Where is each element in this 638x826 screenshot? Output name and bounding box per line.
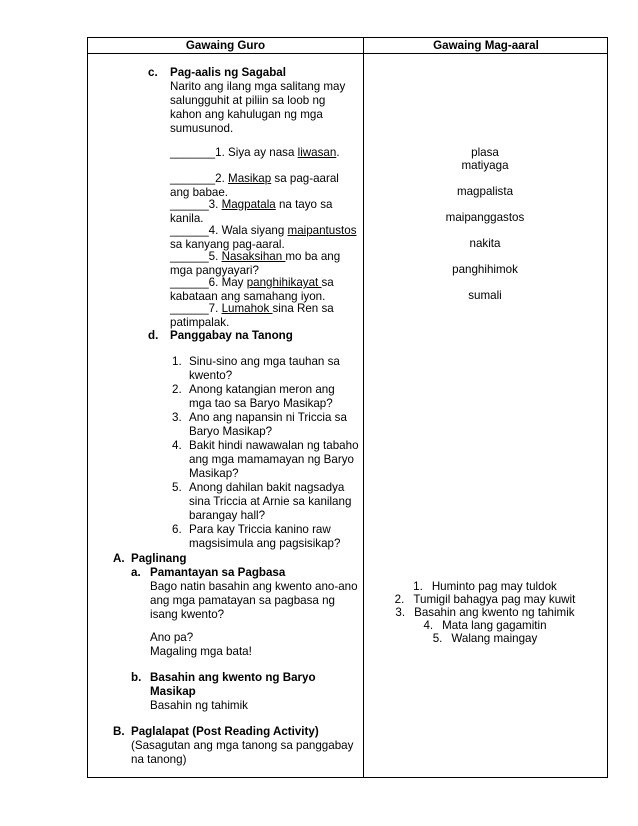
pamantayan-text: Bago natin basahin ang kwento ano-ano (150, 580, 358, 593)
vocab-answer: panghihimok (452, 263, 518, 276)
section-A-a-marker: a. (131, 566, 141, 579)
vocab-item-number: ______7. (170, 302, 222, 315)
vocab-item-number: _______2. (170, 172, 229, 185)
section-c-intro-line: sumusunod. (170, 122, 234, 135)
section-A-a-title: Pamantayan sa Pagbasa (150, 566, 286, 579)
vocab-underlined-word: panghihikayat (246, 276, 322, 289)
section-c-intro-line: kahon ang kahulugan ng mga (170, 108, 323, 121)
question-text: barangay hall? (189, 509, 266, 522)
section-c-intro-line: Narito ang ilang mga salitang may (170, 80, 346, 93)
section-c-intro-line: salungguhit at piliin sa loob ng (170, 94, 326, 107)
vocab-item-rest: . (336, 146, 340, 159)
vocab-item (170, 250, 340, 264)
question-number: 3. (172, 411, 182, 424)
section-A-b-title-2: Masikap (150, 685, 196, 698)
question-number: 4. (172, 439, 182, 452)
reading-rule (362, 580, 608, 594)
vocab-item (170, 302, 334, 316)
vocab-answer: nakita (469, 237, 501, 250)
vocab-underlined-word: Magpatala (221, 198, 276, 211)
vocab-answer: magpalista (456, 185, 514, 198)
vocab-item-continuation: mga pangyayari? (170, 264, 259, 277)
vocab-item-continuation: ang babae. (170, 186, 229, 199)
question-text: Anong dahilan bakit nagsadya (189, 481, 345, 494)
vocab-underlined-word: Masikap (228, 172, 272, 185)
reading-rule-text: Tumigil bahagya pag may kuwit (413, 593, 576, 606)
reading-rule (362, 606, 608, 620)
vocab-item-number: ______5. (170, 250, 222, 263)
question-number: 5. (172, 481, 182, 494)
vocab-underlined-word: maipantustos (287, 224, 357, 237)
section-d-marker: d. (148, 329, 159, 342)
reading-rule (362, 619, 608, 633)
reading-rule-number: 5. (432, 632, 443, 645)
vocab-item (170, 198, 332, 212)
pamantayan-followup: Magaling mga bata! (150, 645, 252, 658)
section-B-marker: B. (113, 725, 125, 738)
vocab-answer: maipanggastos (445, 211, 525, 224)
reading-rule-text: Huminto pag may tuldok (431, 580, 557, 593)
vocab-item-rest: na tayo sa (275, 198, 333, 211)
header-teacher: Gawaing Guro (185, 39, 266, 52)
vocab-answer: plasa (471, 146, 499, 159)
vocab-item (170, 146, 340, 160)
pamantayan-followup: Ano pa? (150, 631, 194, 644)
vocab-item-rest: mo ba ang (285, 250, 341, 263)
reading-rule-number: 3. (395, 606, 406, 619)
section-d-title: Panggabay na Tanong (170, 329, 293, 342)
question-text: Bakit hindi nawawalan ng tabaho (189, 439, 359, 452)
vocab-item-continuation: kanila. (170, 212, 204, 225)
vocab-item-rest: sa pag-aaral (271, 172, 339, 185)
question-text: Masikap? (189, 467, 239, 480)
reading-rule (362, 632, 608, 646)
question-text: Baryo Masikap? (189, 425, 273, 438)
reading-rule-number: 1. (413, 580, 423, 593)
reading-rule-text: Basahin ang kwento ng tahimik (414, 606, 575, 619)
question-text: ang mga mamamayan ng Baryo (189, 453, 354, 466)
question-text: Sinu-sino ang mga tauhan sa (189, 355, 340, 368)
vocab-item-number: ______3. (170, 198, 222, 211)
question-text: magsisimula ang pagsisikap? (189, 537, 341, 550)
question-number: 1. (172, 355, 182, 368)
vocab-underlined-word: liwasan (297, 146, 337, 159)
vocab-answer: matiyaga (461, 159, 509, 172)
vocab-item-continuation: kabataan ang samahang iyon. (170, 290, 326, 303)
question-text: Anong katangian meron ang (189, 383, 335, 396)
vocab-underlined-word: Nasaksihan (221, 250, 286, 263)
vocab-item (170, 224, 357, 238)
pamantayan-text: isang kwento? (150, 608, 225, 621)
vocab-item (170, 276, 334, 290)
vocab-answer: sumali (468, 289, 502, 302)
vocab-item-continuation: sa kanyang pag-aaral. (170, 238, 285, 251)
vocab-item (170, 172, 339, 186)
section-c-title: Pag-aalis ng Sagabal (170, 66, 286, 79)
question-text: Para kay Triccia kanino raw (189, 523, 331, 536)
question-text: mga tao sa Baryo Masikap? (189, 397, 333, 410)
section-c-marker: c. (148, 66, 158, 79)
reading-rule (362, 593, 608, 607)
section-B-line-2: na tanong) (131, 753, 187, 766)
reading-rule-text: Mata lang gagamitin (442, 619, 547, 632)
section-B-line-1: (Sasagutan ang mga tanong sa panggabay (131, 739, 354, 752)
section-A-b-title-1: Basahin ang kwento ng Baryo (150, 671, 316, 684)
vocab-item-number: ______6. May (170, 276, 247, 289)
section-A-marker: A. (113, 552, 125, 565)
section-A-b-marker: b. (131, 671, 142, 684)
section-A-b-text: Basahin ng tahimik (150, 699, 248, 712)
question-number: 2. (172, 383, 182, 396)
question-text: Ano ang napansin ni Triccia sa (189, 411, 347, 424)
vocab-underlined-word: Lumahok (221, 302, 273, 315)
reading-rule-text: Walang maingay (451, 632, 538, 645)
section-B-title: Paglalapat (Post Reading Activity) (131, 725, 319, 738)
vocab-item-continuation: patimpalak. (170, 316, 230, 329)
question-text: kwento? (189, 369, 233, 382)
question-text: sina Triccia at Arnie sa kanilang (189, 495, 352, 508)
vocab-item-number: ______4. Wala siyang (170, 224, 288, 237)
section-A-title: Paglinang (131, 552, 187, 565)
header-student: Gawaing Mag-aaral (433, 39, 539, 52)
vocab-item-rest: sina Ren sa (272, 302, 334, 315)
reading-rule-number: 2. (394, 593, 405, 606)
table-header (88, 38, 607, 54)
vocab-item-number: _______1. Siya ay nasa (170, 146, 298, 159)
pamantayan-text: ang mga pamatayan sa pagbasa ng (150, 594, 335, 607)
question-number: 6. (172, 523, 182, 536)
reading-rule-number: 4. (423, 619, 434, 632)
vocab-item-rest: sa (321, 276, 334, 289)
